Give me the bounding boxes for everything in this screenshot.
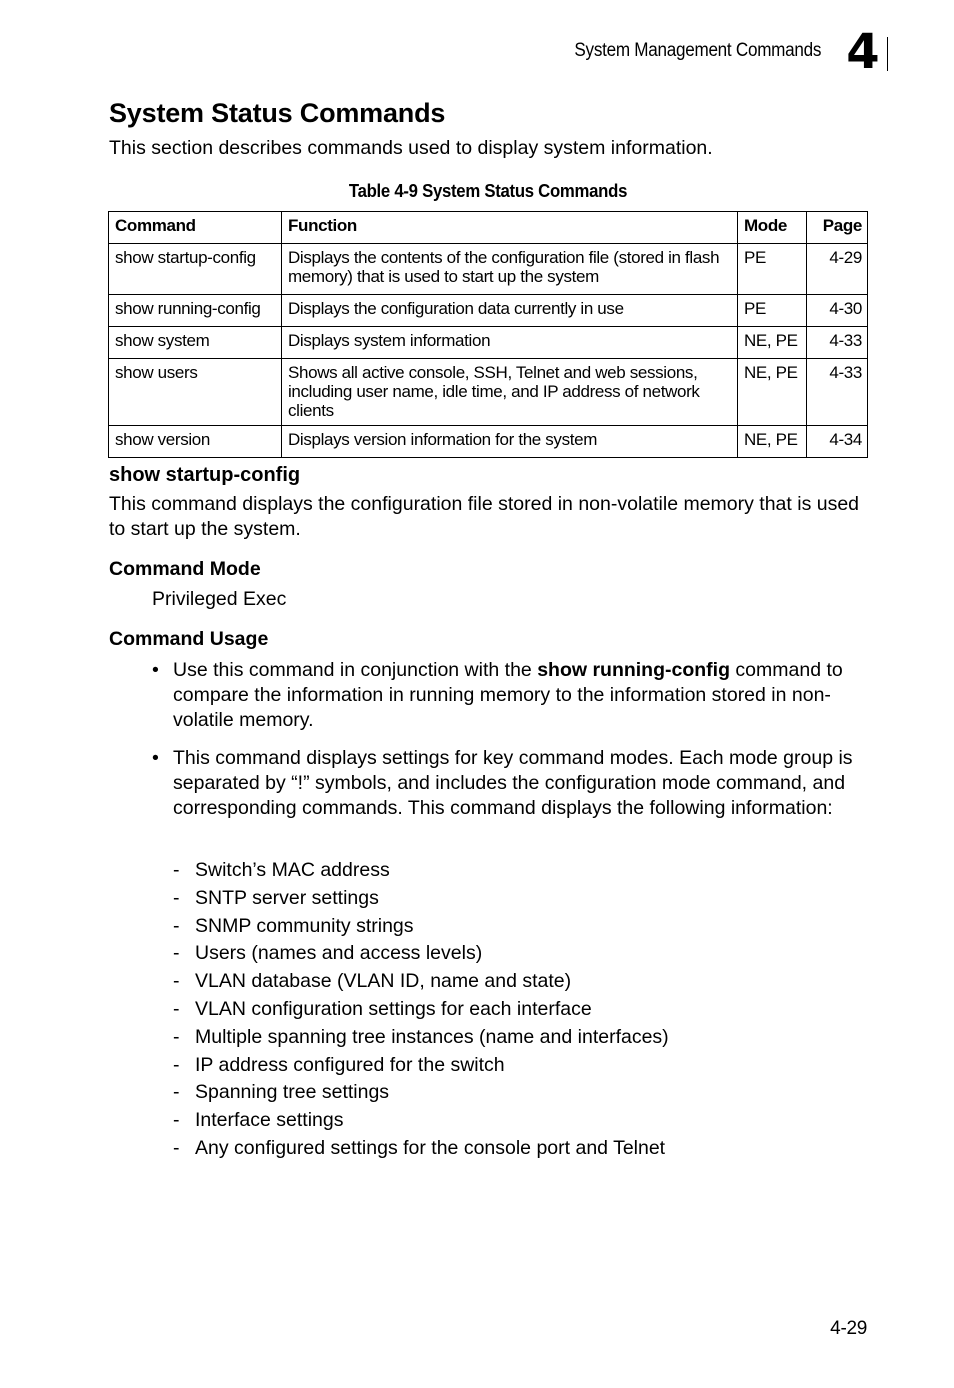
list-item bbox=[173, 1024, 669, 1052]
command-mode-heading: Command Mode bbox=[109, 558, 261, 580]
bullet-command-reference: show running-config bbox=[537, 659, 730, 681]
usage-bullet bbox=[152, 746, 868, 846]
list-item-text: Any configured settings for the console port and Telnet bbox=[195, 1136, 666, 1159]
list-item bbox=[173, 996, 669, 1024]
cell-command: show version bbox=[109, 426, 282, 458]
info-list bbox=[173, 857, 669, 1163]
command-mode-value: Privileged Exec bbox=[152, 588, 287, 610]
list-item-text: SNTP server settings bbox=[195, 886, 379, 909]
command-usage-heading: Command Usage bbox=[109, 628, 269, 650]
page-header bbox=[0, 24, 954, 80]
section-intro: This section describes commands used to display system information. bbox=[109, 137, 713, 159]
cell-page: 4-33 bbox=[807, 327, 868, 359]
cell-function: Displays the contents of the configuration file (stored in flash memory) that is used to start up the system bbox=[282, 244, 738, 295]
command-name-heading: show startup-config bbox=[109, 464, 301, 486]
dash-marker: - bbox=[173, 970, 180, 993]
cell-page: 4-33 bbox=[807, 359, 868, 426]
list-item bbox=[173, 968, 669, 996]
list-item bbox=[173, 1052, 669, 1080]
cell-function: Displays the configuration data currently in use bbox=[282, 295, 738, 327]
dash-marker: - bbox=[173, 1081, 180, 1104]
list-item bbox=[173, 1135, 669, 1163]
list-item-text: Spanning tree settings bbox=[195, 1081, 390, 1104]
bullet-text bbox=[173, 658, 868, 733]
chapter-number: 4 bbox=[846, 24, 880, 80]
list-item-text: Switch’s MAC address bbox=[195, 859, 390, 881]
page-number: 4-29 bbox=[830, 1318, 867, 1339]
cell-mode: PE bbox=[738, 295, 807, 327]
dash-marker: - bbox=[173, 942, 180, 965]
dash-marker: - bbox=[173, 997, 180, 1020]
cell-mode: NE, PE bbox=[738, 359, 807, 426]
running-title: System Management Commands bbox=[574, 40, 821, 61]
table-header-row bbox=[109, 212, 868, 244]
cell-command: show users bbox=[109, 359, 282, 426]
dash-marker: - bbox=[173, 1136, 180, 1159]
table-row bbox=[109, 327, 868, 359]
cell-page: 4-30 bbox=[807, 295, 868, 327]
list-item bbox=[173, 940, 669, 968]
list-item-text: VLAN configuration settings for each interface bbox=[195, 997, 592, 1020]
header-mode: Mode bbox=[738, 212, 807, 244]
dash-marker: - bbox=[173, 886, 180, 909]
system-status-commands-table bbox=[108, 211, 868, 458]
bullet-text: This command displays settings for key command modes. Each mode group is separated by “!” symbols, and includes the configuration mode command, and corresponding commands. This command displays the following information: bbox=[173, 747, 853, 819]
list-item bbox=[173, 1079, 669, 1107]
dash-marker: - bbox=[173, 1025, 180, 1048]
list-item-text: Users (names and access levels) bbox=[195, 942, 483, 965]
dash-marker: - bbox=[173, 1109, 180, 1132]
list-item bbox=[173, 885, 669, 913]
list-item-text: VLAN database (VLAN ID, name and state) bbox=[195, 970, 572, 993]
chapter-marker bbox=[843, 24, 888, 80]
usage-bullet bbox=[152, 658, 868, 734]
list-item-text: Multiple spanning tree instances (name and interfaces) bbox=[195, 1025, 669, 1048]
command-description: This command displays the configuration file stored in non-volatile memory that is used to start up the system. bbox=[109, 493, 860, 540]
bullet-text-part: Use this command in conjunction with the bbox=[173, 659, 538, 681]
table-row bbox=[109, 244, 868, 295]
cell-function: Displays version information for the system bbox=[282, 426, 738, 458]
bullet-marker: • bbox=[152, 659, 159, 681]
cell-command: show system bbox=[109, 327, 282, 359]
table-row bbox=[109, 295, 868, 327]
cell-function: Displays system information bbox=[282, 327, 738, 359]
header-page: Page bbox=[807, 212, 868, 244]
list-item-text: IP address configured for the switch bbox=[195, 1053, 505, 1076]
section-title: System Status Commands bbox=[109, 98, 446, 128]
header-command: Command bbox=[109, 212, 282, 244]
list-item bbox=[173, 913, 669, 941]
dash-marker: - bbox=[173, 914, 180, 937]
cell-command: show startup-config bbox=[109, 244, 282, 295]
header-function: Function bbox=[282, 212, 738, 244]
cell-command: show running-config bbox=[109, 295, 282, 327]
dash-marker: - bbox=[173, 859, 180, 881]
list-item bbox=[173, 857, 669, 885]
list-item-text: Interface settings bbox=[195, 1109, 344, 1132]
bullet-marker: • bbox=[152, 747, 159, 769]
cell-function: Shows all active console, SSH, Telnet and web sessions, including user name, idle time, and IP address of network clients bbox=[282, 359, 738, 426]
list-item-text: SNMP community strings bbox=[195, 914, 414, 937]
list-item bbox=[173, 1107, 669, 1135]
dash-marker: - bbox=[173, 1053, 180, 1076]
table-row bbox=[109, 426, 868, 458]
bullet-text-part: command to compare the information in running memory to the information stored in non-volatile memory. bbox=[173, 659, 843, 731]
cell-page: 4-34 bbox=[807, 426, 868, 458]
cell-mode: PE bbox=[738, 244, 807, 295]
cell-mode: NE, PE bbox=[738, 327, 807, 359]
table-caption: Table 4-9 System Status Commands bbox=[348, 181, 628, 201]
cell-page: 4-29 bbox=[807, 244, 868, 295]
cell-mode: NE, PE bbox=[738, 426, 807, 458]
table-row bbox=[109, 359, 868, 426]
